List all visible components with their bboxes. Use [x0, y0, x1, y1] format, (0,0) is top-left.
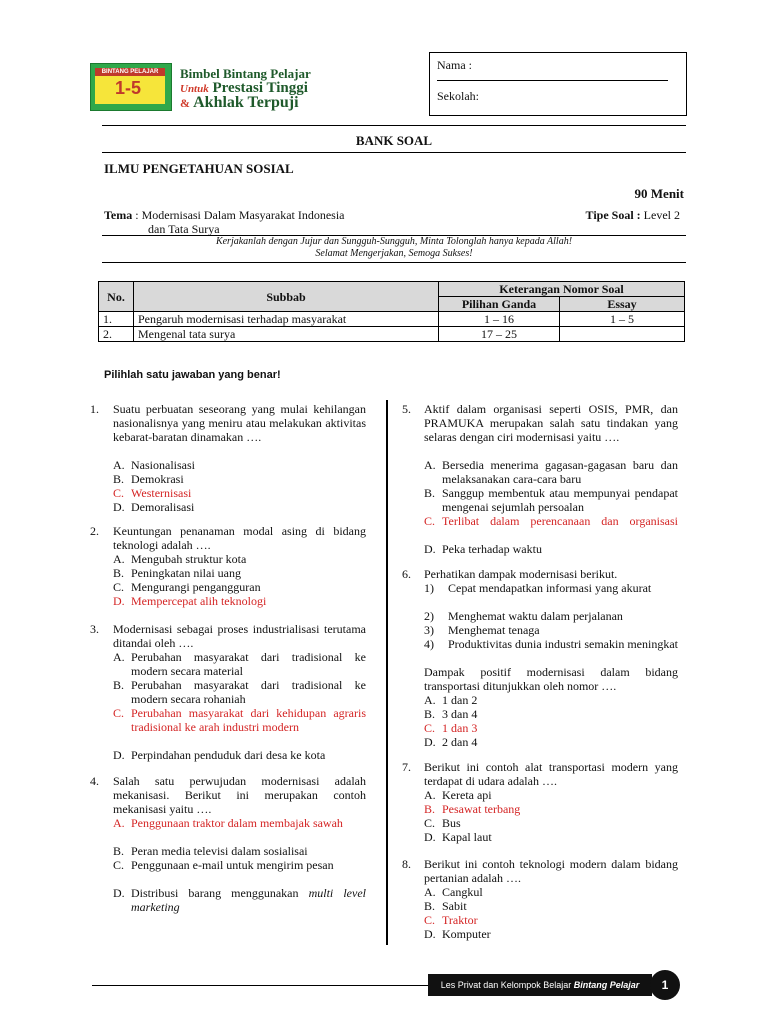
table-row: 1. Pengaruh modernisasi terhadap masyarakat 1 – 16 1 – 5: [99, 312, 685, 327]
th-subbab: Subbab: [134, 282, 439, 312]
question-7: 7. Berikut ini contoh alat transportasi modern yang terdapat di udara adalah …. A. Kereta api B. Pesawat terbang C. Bus D. Kapal laut: [402, 760, 678, 844]
question-stem: Keuntungan penanaman modal asing di bidang teknologi adalah ….: [113, 524, 366, 552]
divider: [102, 262, 686, 263]
table-row: 2. Mengenal tata surya 17 – 25: [99, 327, 685, 342]
brand-slogan-2: & Akhlak Terpuji: [180, 94, 299, 111]
question-stem: Suatu perbuatan seseorang yang mulai kehilangan nasionalisnya yang meniru atau melakukan aktivitas kebarat-baratan dinamakan ….: [113, 402, 366, 444]
question-stem: Berikut ini contoh alat transportasi modern yang terdapat di udara adalah ….: [424, 760, 678, 788]
divider: [102, 152, 686, 153]
question-8: 8. Berikut ini contoh teknologi modern dalam bidang pertanian adalah …. A. Cangkul B. Sabit C. Traktor D. Komputer: [402, 857, 678, 941]
th-essay: Essay: [560, 297, 685, 312]
name-label: Nama :: [437, 58, 472, 72]
question-stem: Salah satu perwujudan modernisasi adalah mekanisasi. Berikut ini merupakan contoh mekanisasi yaitu ….: [113, 774, 366, 816]
tema: Tema : Modernisasi Dalam Masyarakat Indonesia: [104, 208, 345, 222]
question-2: 2. Keuntungan penanaman modal asing di bidang teknologi adalah …. A. Mengubah struktur kota B. Peningkatan nilai uang C. Mengurangi pengangguran D. Mempercepat alih teknologi: [90, 524, 366, 608]
question-stem: Modernisasi sebagai proses industrialisasi terutama ditandai oleh ….: [113, 622, 366, 650]
question-1: 1. Suatu perbuatan seseorang yang mulai kehilangan nasionalisnya yang meniru atau melakukan aktivitas kebarat-baratan dinamakan …. A. Nasionalisasi B. Demokrasi C. Westernisasi D. Demoralisasi: [90, 402, 366, 514]
section-instruction: Pilihlah satu jawaban yang benar!: [104, 369, 281, 381]
question-stem: Aktif dalam organisasi seperti OSIS, PMR, dan PRAMUKA merupakan salah satu tindakan yang selaras dengan ciri modernisasi yaitu ….: [424, 402, 678, 444]
footer-line: [92, 985, 428, 986]
tema-line-2: dan Tata Surya: [148, 222, 220, 236]
logo-number: 1-5: [115, 78, 142, 98]
subject-title: ILMU PENGETAHUAN SOSIAL: [104, 161, 294, 176]
duration: 90 Menit: [634, 186, 684, 201]
th-keterangan: Keterangan Nomor Soal: [439, 282, 685, 297]
brand-name: Bimbel Bintang Pelajar: [180, 66, 311, 81]
th-pilihan-ganda: Pilihan Ganda: [439, 297, 560, 312]
subbab-table: [98, 281, 685, 342]
question-stem-2: Dampak positif modernisasi dalam bidang transportasi ditunjukkan oleh nomor ….: [424, 665, 678, 693]
column-divider: [386, 400, 388, 945]
question-stem: Berikut ini contoh teknologi modern dalam bidang pertanian adalah ….: [424, 857, 678, 885]
divider: [102, 125, 686, 126]
brand-slogan-1: Untuk Prestasi Tinggi: [180, 80, 308, 96]
question-4: 4. Salah satu perwujudan modernisasi adalah mekanisasi. Berikut ini merupakan contoh mekanisasi yaitu …. A. Penggunaan traktor dalam membajak sawah B. Peran media televisi dalam sosialisai C. Penggunaan e-mail untuk mengirim pesan D. Distribusi barang menggunakan multi level marketing: [90, 774, 366, 914]
school-label: Sekolah:: [437, 89, 479, 103]
question-6: 6. Perhatikan dampak modernisasi berikut. 1) Cepat mendapatkan informasi yang akurat 2) Menghemat waktu dalam perjalanan 3) Menghemat tenaga 4) Produktivitas dunia industri semakin meningkat Dampak positif modernisasi dalam bidang transportasi ditunjukkan oleh nomor …. A. 1 dan 2 B. 3 dan 4 C. 1 dan 3 D. 2 dan 4: [402, 567, 678, 749]
name-line[interactable]: [437, 80, 668, 81]
logo: [90, 63, 172, 111]
tipe-soal: Tipe Soal : Level 2: [585, 208, 680, 222]
question-stem: Perhatikan dampak modernisasi berikut.: [424, 567, 618, 581]
question-3: 3. Modernisasi sebagai proses industrialisasi terutama ditandai oleh …. A. Perubahan masyarakat dari tradisional ke modern secara material B. Perubahan masyarakat dari tradisional ke modern secara rohaniah C. Perubahan masyarakat dari kehidupan agraris tradisional ke arah industri modern D. Perpindahan penduduk dari desa ke kota: [90, 622, 366, 762]
page-number: 1: [650, 970, 680, 1000]
th-no: No.: [99, 282, 134, 312]
logo-band: BINTANG PELAJAR: [95, 68, 165, 76]
instructions: Kerjakanlah dengan Jujur dan Sungguh-Sungguh, Minta Tolonglah hanya kepada Allah! Selamat Mengerjakan, Semoga Sukses!: [215, 236, 573, 259]
question-5: 5. Aktif dalam organisasi seperti OSIS, PMR, dan PRAMUKA merupakan salah satu tindakan yang selaras dengan ciri modernisasi yaitu …. A. Bersedia menerima gagasan-gagasan baru dan melaksanakan cara-cara baru B. Sanggup membentuk atau mempunyai pendapat mengenai sejumlah persoalan C. Terlibat dalam perencanaan dan organisasi D. Peka terhadap waktu: [402, 402, 678, 556]
footer-banner: Les Privat dan Kelompok Belajar Bintang Pelajar: [428, 974, 652, 996]
page-title: BANK SOAL: [355, 133, 433, 148]
